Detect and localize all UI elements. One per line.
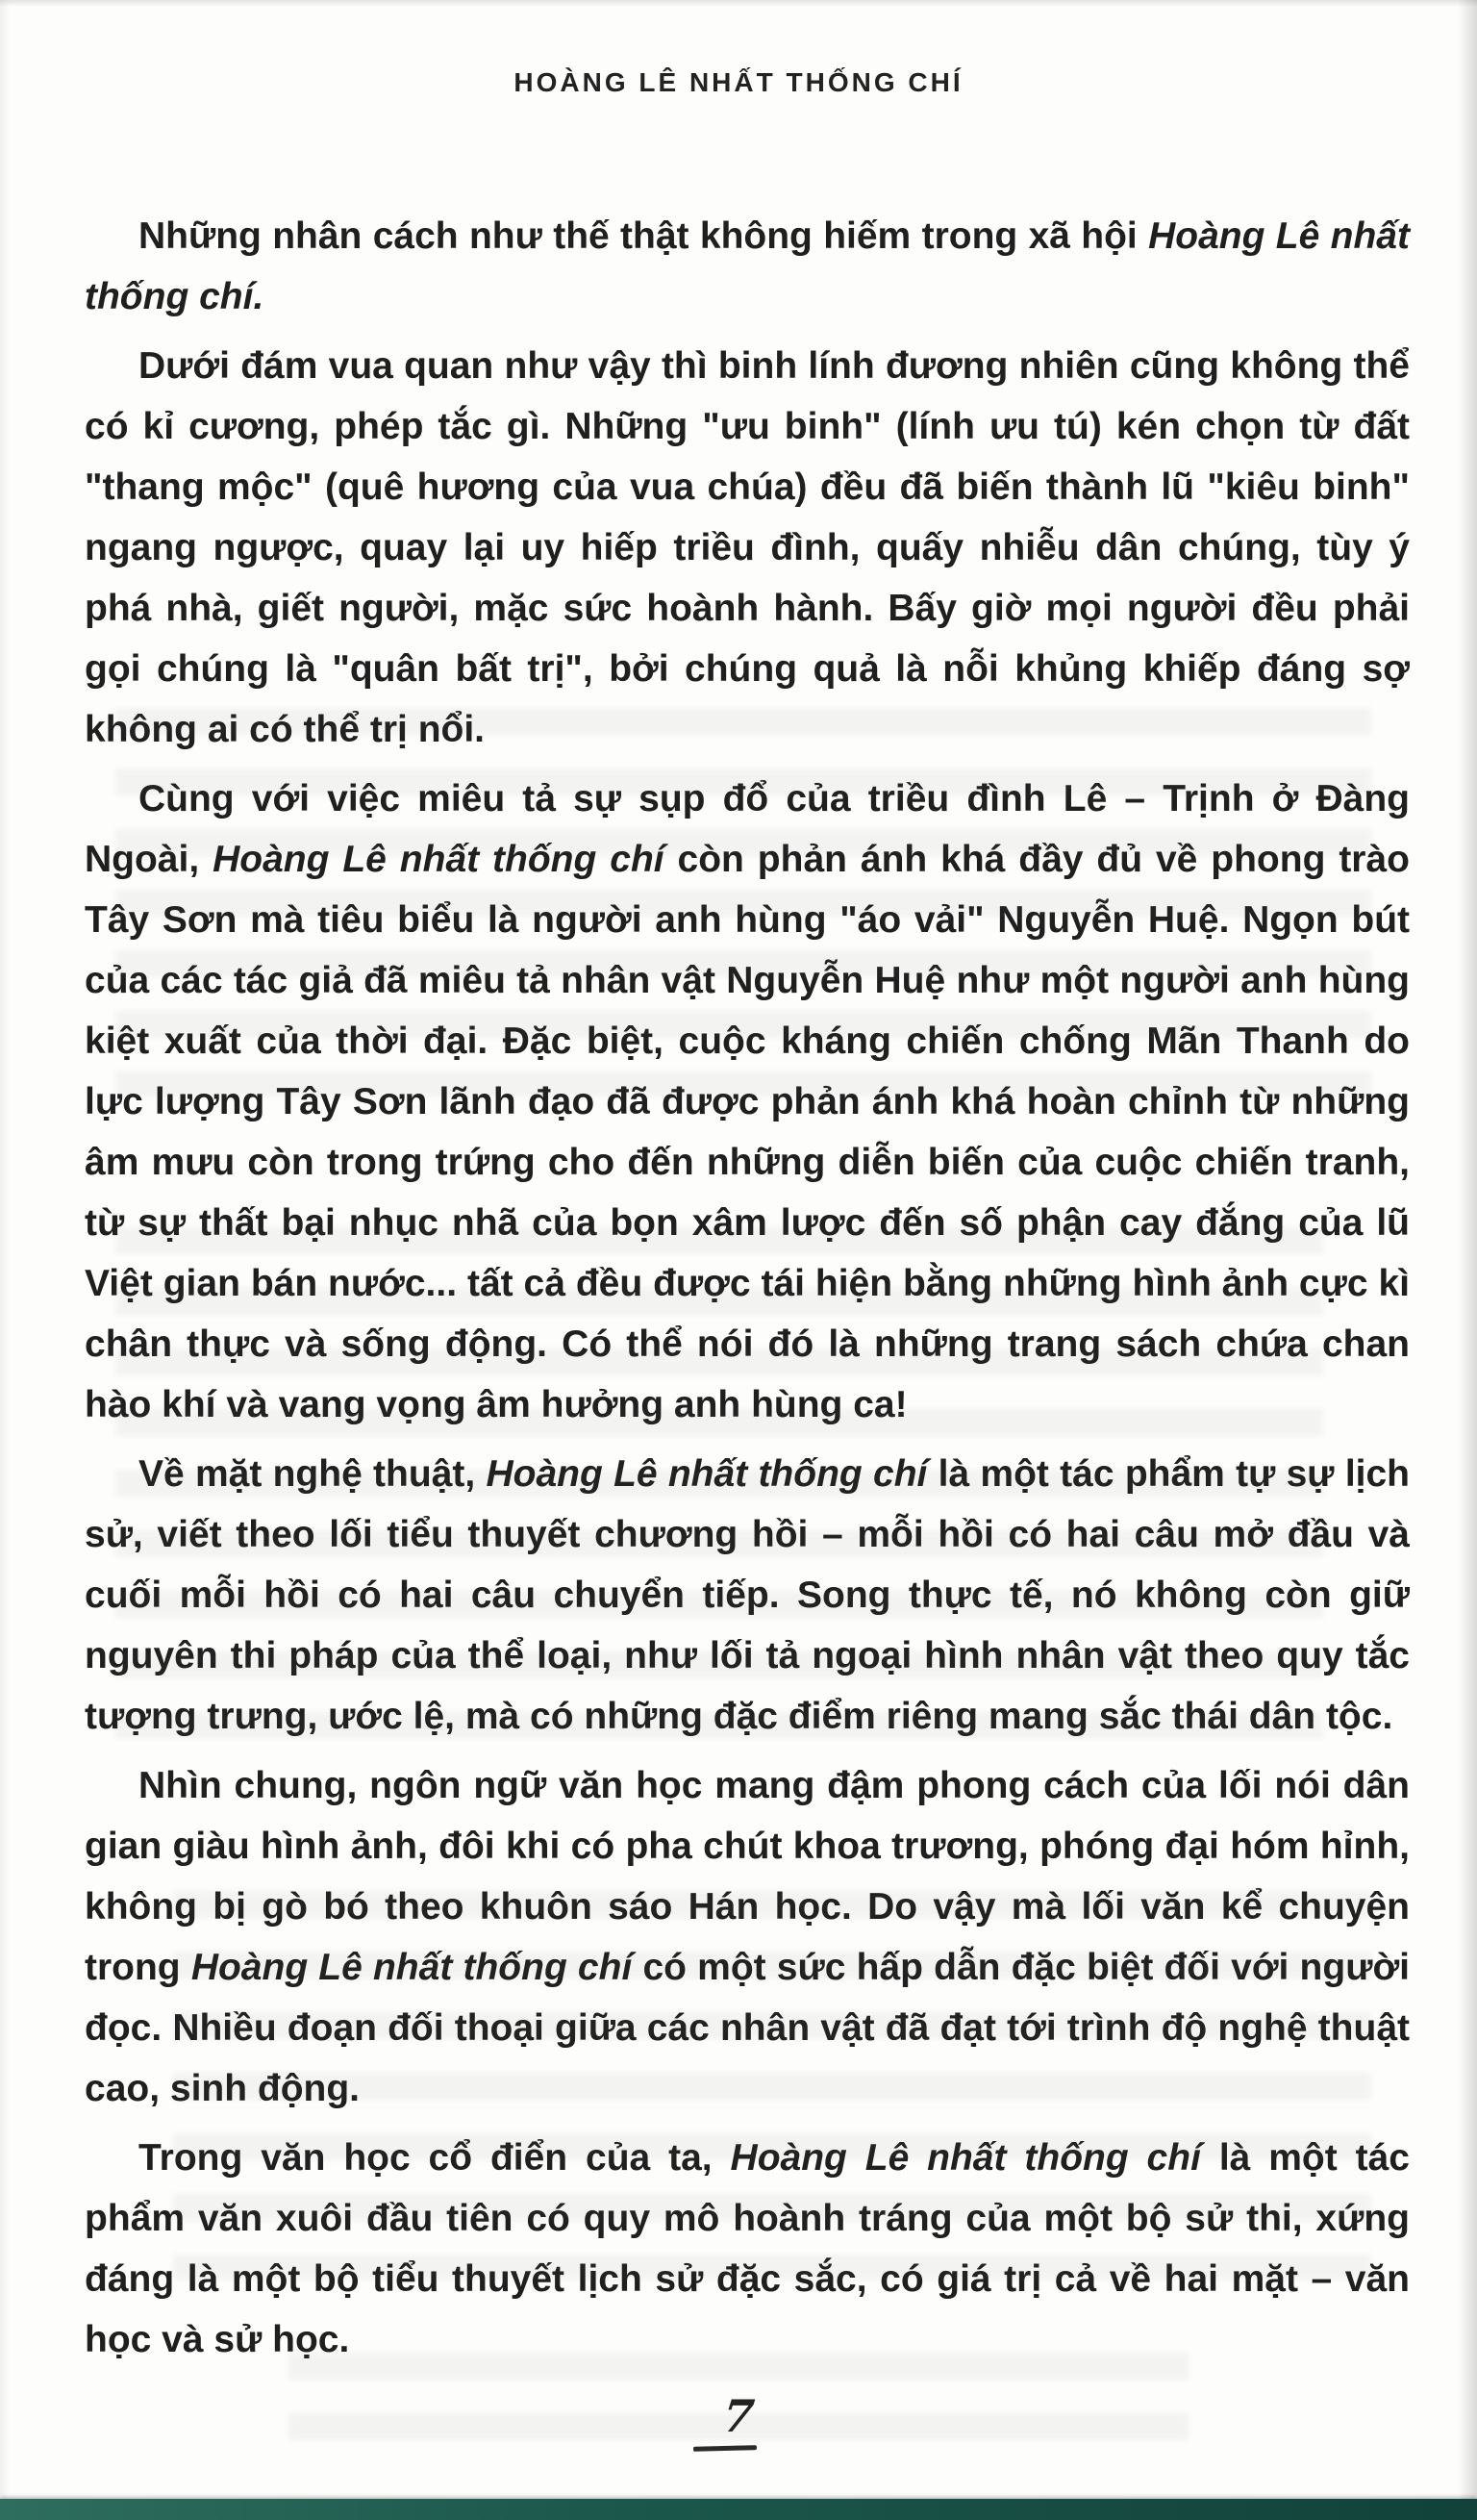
text-segment: Trong văn học cổ điển của ta, — [138, 2137, 731, 2179]
paragraph — [85, 2128, 1410, 2370]
paragraph — [85, 1755, 1410, 2119]
page-number-underline — [693, 2445, 757, 2452]
paragraph — [85, 769, 1410, 1435]
text-segment: Cùng với việc miêu tả sự sụp đổ của triều đình Lê – Trịnh ở Đàng Ngoài, — [85, 778, 1410, 880]
text-segment: Dưới đám vua quan như vậy thì binh lính đương nhiên cũng không thể có kỉ cương, phép tắc gì. Những "ưu binh" (lính ưu tú) kén chọn từ đất "thang mộc" (quê hương của vua chúa) đều đã biến thành lũ "kiêu binh" ngang ngược, quay lại uy hiếp triều đình, quấy nhiễu dân chúng, tùy ý phá nhà, giết người, mặc sức hoành hành. Bấy giờ mọi người đều phải gọi chúng là "quân bất trị", bởi chúng quả là nỗi khủng khiếp đáng sợ không ai có thể trị nổi. — [85, 345, 1410, 750]
paragraph — [85, 336, 1410, 760]
book-title-mention: Hoàng Lê nhất thống chí. — [85, 215, 1410, 317]
text-segment: là một tác phẩm văn xuôi đầu tiên có quy mô hoành tráng của một bộ sử thi, xứng đáng là một bộ tiểu thuyết lịch sử đặc sắc, có giá trị cả về hai mặt – văn học và sử học. — [85, 2137, 1410, 2360]
text-segment: Những nhân cách như thế thật không hiếm trong xã hội — [138, 215, 1149, 257]
paragraph — [85, 206, 1410, 327]
text-segment: còn phản ánh khá đầy đủ về phong trào Tây Sơn mà tiêu biểu là người anh hùng "áo vải" Nguyễn Huệ. Ngọn bút của các tác giả đã miêu tả nhân vật Nguyễn Huệ như một người anh hùng kiệt xuất của thời đại. Đặc biệt, cuộc kháng chiến chống Mãn Thanh do lực lượng Tây Sơn lãnh đạo đã được phản ánh khá hoàn chỉnh từ những âm mưu còn trong trứng cho đến những diễn biến của cuộc chiến tranh, từ sự thất bại nhục nhã của bọn xâm lược đến số phận cay đắng của lũ Việt gian bán nước... tất cả đều được tái hiện bằng những hình ảnh cực kì chân thực và sống động. Có thể nói đó là những trang sách chứa chan hào khí và vang vọng âm hưởng anh hùng ca! — [85, 839, 1410, 1425]
running-header: HOÀNG LÊ NHẤT THỐNG CHÍ — [513, 67, 964, 97]
cover-edge-strip — [0, 2499, 1477, 2520]
page-number — [0, 2390, 1477, 2451]
page-number-text: 7 — [720, 2390, 757, 2442]
text-segment: Về mặt nghệ thuật, — [138, 1453, 487, 1495]
book-title-mention: Hoàng Lê nhất thống chí — [730, 2137, 1219, 2179]
paragraph — [85, 1444, 1410, 1747]
scan-left-edge-shadow — [0, 0, 10, 2520]
page-body — [85, 206, 1410, 2370]
text-segment: có một sức hấp dẫn đặc biệt đối với người đọc. Nhiều đoạn đối thoại giữa các nhân vật đã đạt tới trình độ nghệ thuật cao, sinh động. — [85, 1947, 1411, 2109]
book-title-mention: Hoàng Lê nhất thống chí — [190, 1947, 643, 1988]
book-title-mention: Hoàng Lê nhất thống chí — [486, 1453, 939, 1495]
scan-right-edge-shadow — [1458, 0, 1477, 2520]
book-title-mention: Hoàng Lê nhất thống chí — [213, 839, 678, 880]
text-segment: là một tác phẩm tự sự lịch sử, viết theo lối tiểu thuyết chương hồi – mỗi hồi có hai câu mở đầu và cuối mỗi hồi có hai câu chuyển tiếp. Song thực tế, nó không còn giữ nguyên thi pháp của thể loại, như lối tả ngoại hình nhân vật theo quy tắc tượng trưng, ước lệ, mà có những đặc điểm riêng mang sắc thái dân tộc. — [85, 1453, 1411, 1737]
text-segment: Nhìn chung, ngôn ngữ văn học mang đậm phong cách của lối nói dân gian giàu hình ảnh, đôi khi có pha chút khoa trương, phóng đại hóm hỉnh, không bị gò bó theo khuôn sáo Hán học. Do vậy mà lối văn kể chuyện trong — [85, 1765, 1410, 1988]
